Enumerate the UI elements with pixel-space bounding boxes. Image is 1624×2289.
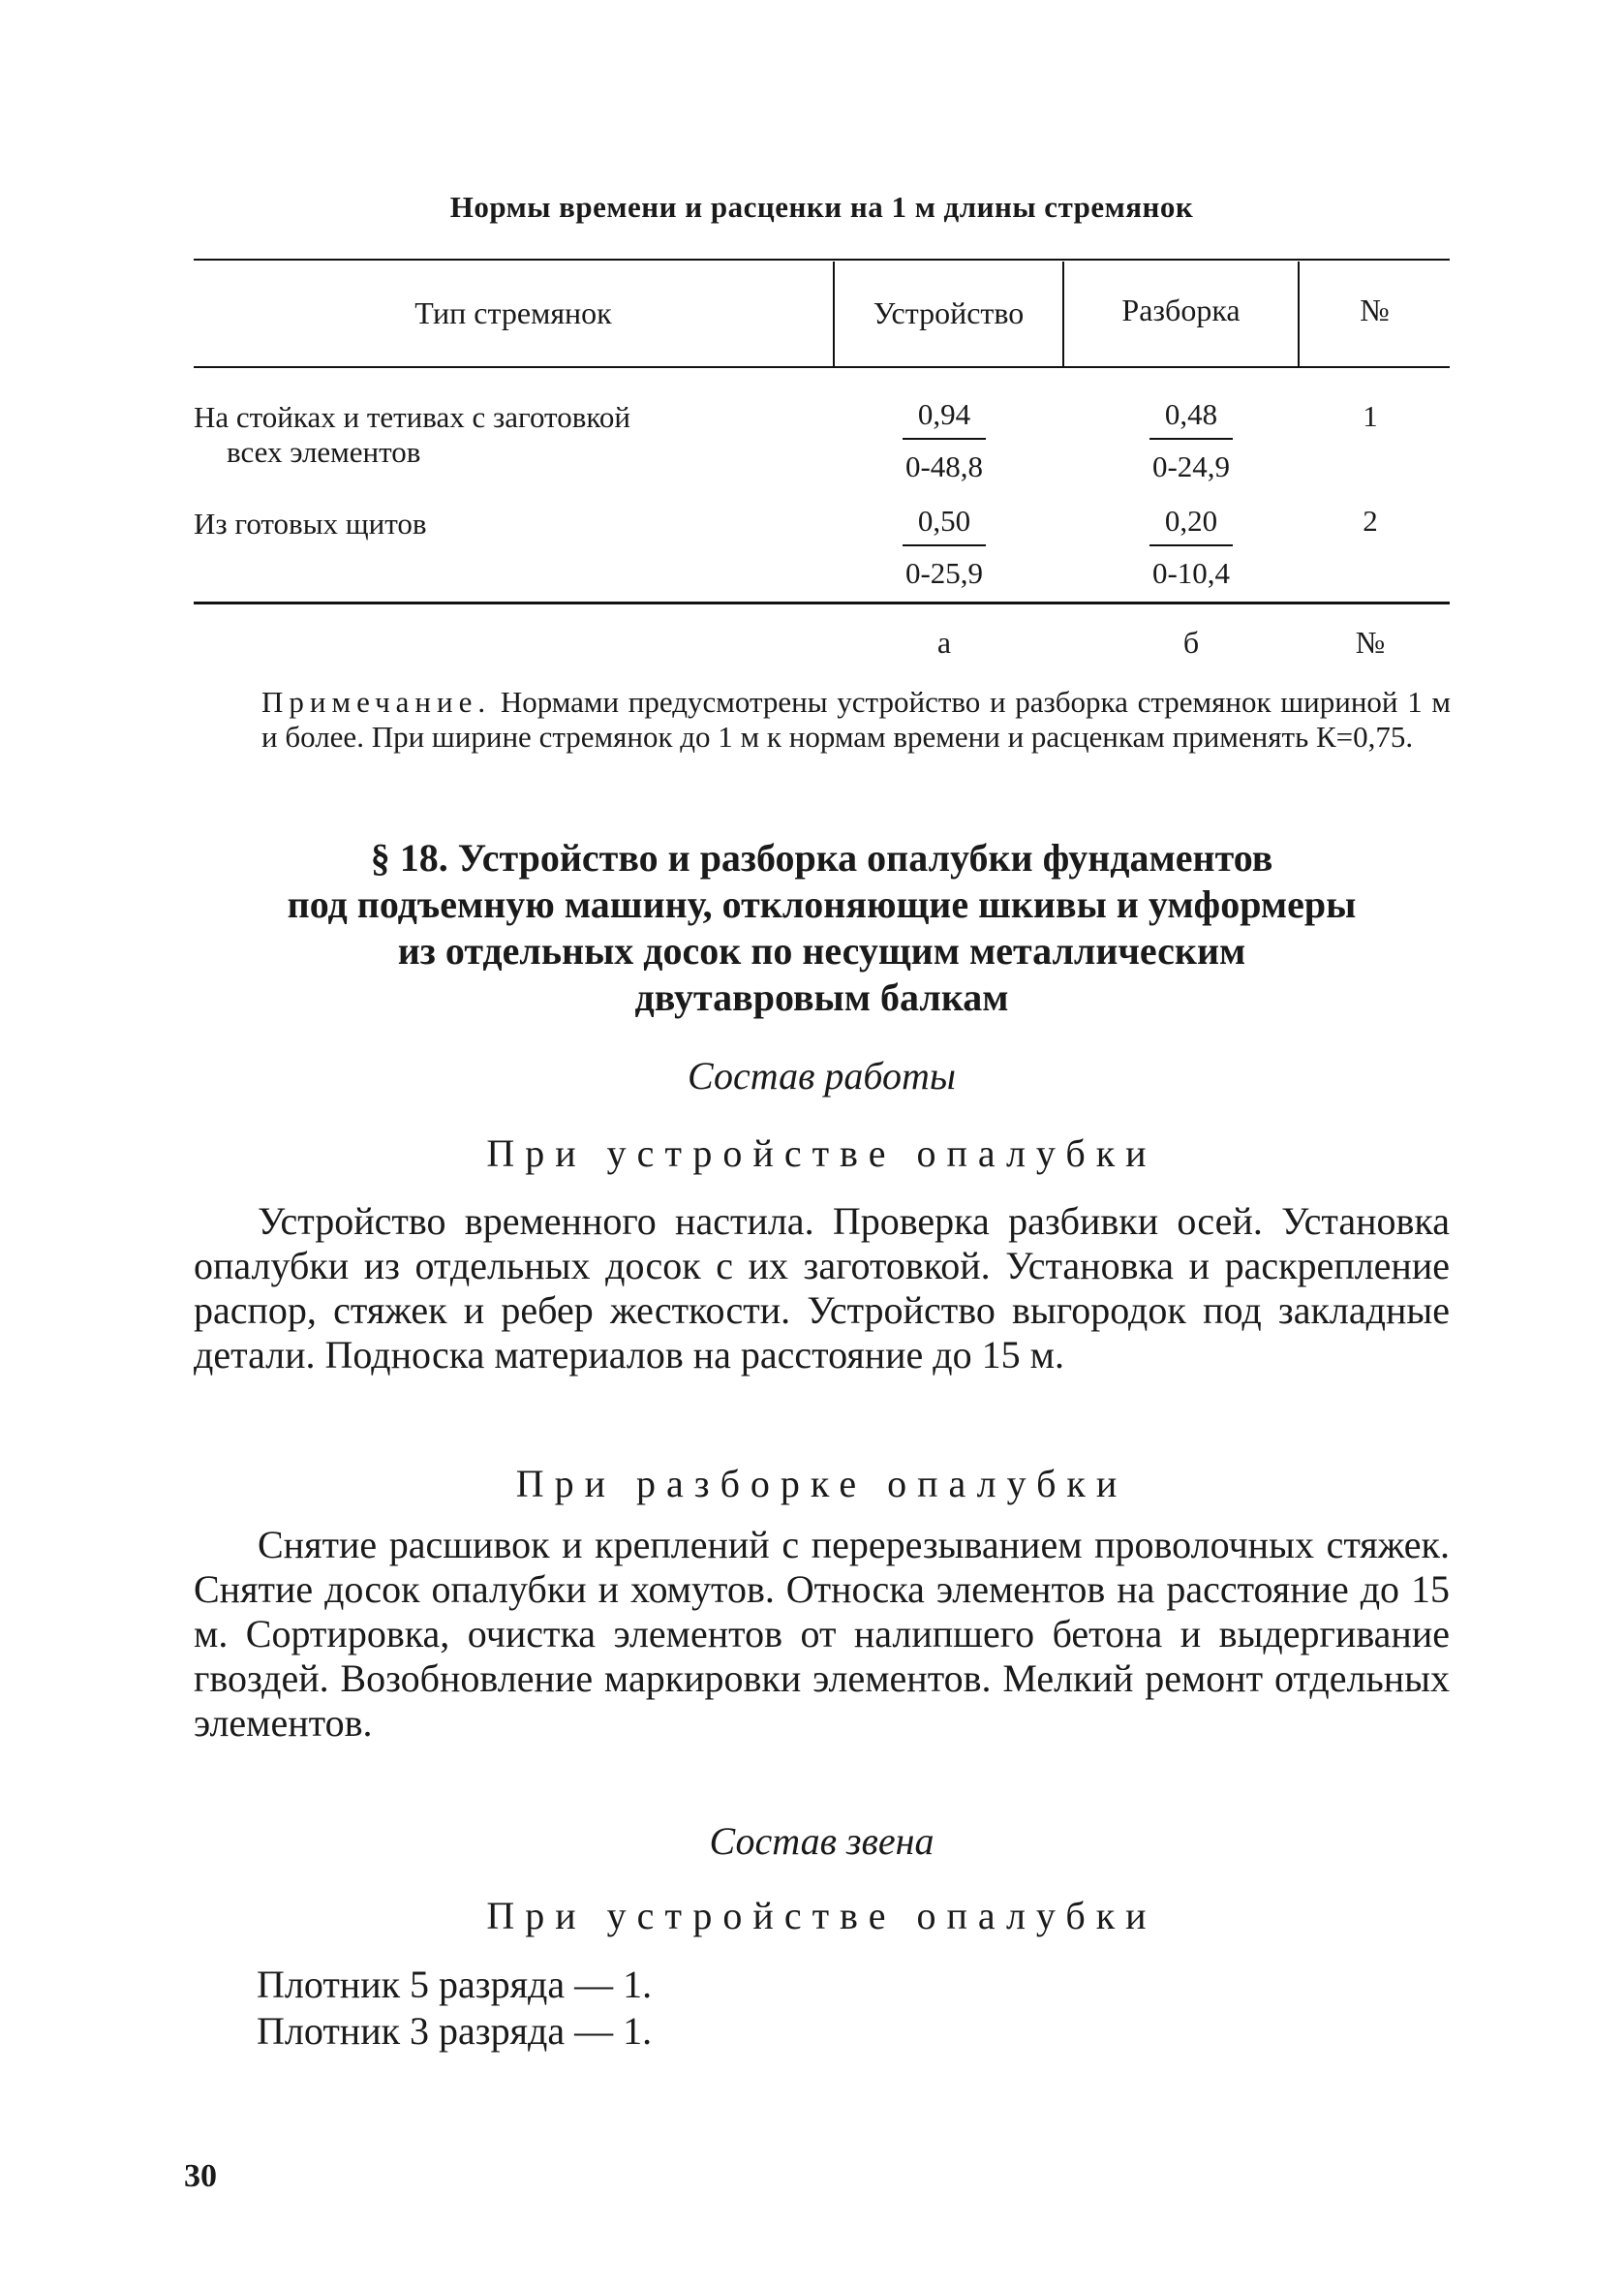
crew-list [257, 1962, 652, 2055]
work-composition-heading: Состав работы [687, 1054, 956, 1098]
row1-name-line2: всех элементов [227, 435, 421, 469]
crew-member-1: Плотник 5 разряда — 1. [257, 1963, 653, 2006]
section-title [190, 835, 1454, 1021]
row2-install-time: 0,50 [917, 504, 971, 538]
row2-dismantle-time: 0,20 [1164, 504, 1218, 538]
header-dismantle: Разборка [1121, 293, 1241, 327]
fraction-bar [903, 544, 986, 546]
section-title-line3: из отдельных досок по несущим металлическим [397, 929, 1246, 973]
row1-dismantle-fraction [1123, 395, 1259, 486]
install-heading: При устройстве опалубки [486, 1131, 1157, 1175]
column-mark-num: № [1355, 625, 1386, 660]
page-number: 30 [184, 2158, 217, 2194]
table-top-rule [194, 259, 1450, 261]
row2-dismantle-price: 0-10,4 [1151, 556, 1231, 590]
fraction-bar [1149, 544, 1233, 546]
row1-install-price: 0-48,8 [904, 449, 984, 483]
fraction-bar [903, 438, 986, 440]
dismantle-heading: При разборке опалубки [515, 1462, 1128, 1505]
table-bottom-rule [194, 602, 1450, 604]
crew-member-2: Плотник 3 разряда — 1. [257, 2009, 653, 2053]
section-title-line1: § 18. Устройство и разборка опалубки фундаментов [370, 836, 1273, 880]
note-text: Нормами предусмотрены устройство и разборка стремянок шириной 1 м и более. При ширине стремянок до 1 м к нормам времени и расценкам применять К=0,75. [261, 685, 1452, 754]
install-text: Устройство временного настила. Проверка разбивки осей. Установка опалубки из отдельных досок с их заготовкой. Установка и раскрепление распор, стяжек и ребер жесткости. Устройство выгородок под закладные детали. Подноска материалов на расстояние до 15 м. [194, 1199, 1450, 1376]
row1-dismantle-time: 0,48 [1164, 397, 1218, 431]
section-title-line4: двутавровым балкам [634, 975, 1009, 1019]
crew-install-heading: При устройстве опалубки [486, 1894, 1157, 1937]
row2-install-price: 0-25,9 [904, 556, 984, 590]
row1-name-line1: На стойках и тетивах с заготовкой [194, 400, 630, 434]
install-paragraph [194, 1199, 1450, 1377]
header-type: Тип стремянок [414, 295, 612, 330]
row2-install-fraction [876, 502, 1012, 593]
table-caption: Нормы времени и расценки на 1 м длины стремянок [449, 190, 1194, 224]
column-mark-b: б [1182, 625, 1200, 660]
fraction-bar [1149, 438, 1233, 440]
dismantle-text: Снятие расшивок и креплений с перерезыванием проволочных стяжек. Снятие досок опалубки и хомутов. Относка элементов на расстояние до 15 м. Сортировка, очистка элементов от налипшего бетона и выдергивание гвоздей. Возобновление маркировки элементов. Мелкий ремонт отдельных элементов. [194, 1523, 1450, 1745]
row2-dismantle-fraction [1123, 502, 1259, 593]
row2-name-line1: Из готовых щитов [194, 507, 427, 541]
row1-num: 1 [1363, 399, 1378, 433]
table-note [261, 685, 1451, 755]
row1-dismantle-price: 0-24,9 [1151, 449, 1231, 483]
column-mark-a: а [936, 625, 952, 660]
header-num: № [1360, 293, 1390, 327]
table-header-rule [194, 366, 1450, 368]
note-lead: Примечание. [261, 685, 492, 719]
row2-num: 2 [1363, 504, 1378, 538]
header-install: Устройство [873, 295, 1025, 330]
crew-heading: Состав звена [709, 1819, 935, 1863]
row1-install-fraction [876, 395, 1012, 486]
dismantle-paragraph [194, 1523, 1450, 1746]
row1-install-time: 0,94 [917, 397, 971, 431]
section-title-line2: под подъемную машину, отклоняющие шкивы и умформеры [287, 882, 1357, 926]
